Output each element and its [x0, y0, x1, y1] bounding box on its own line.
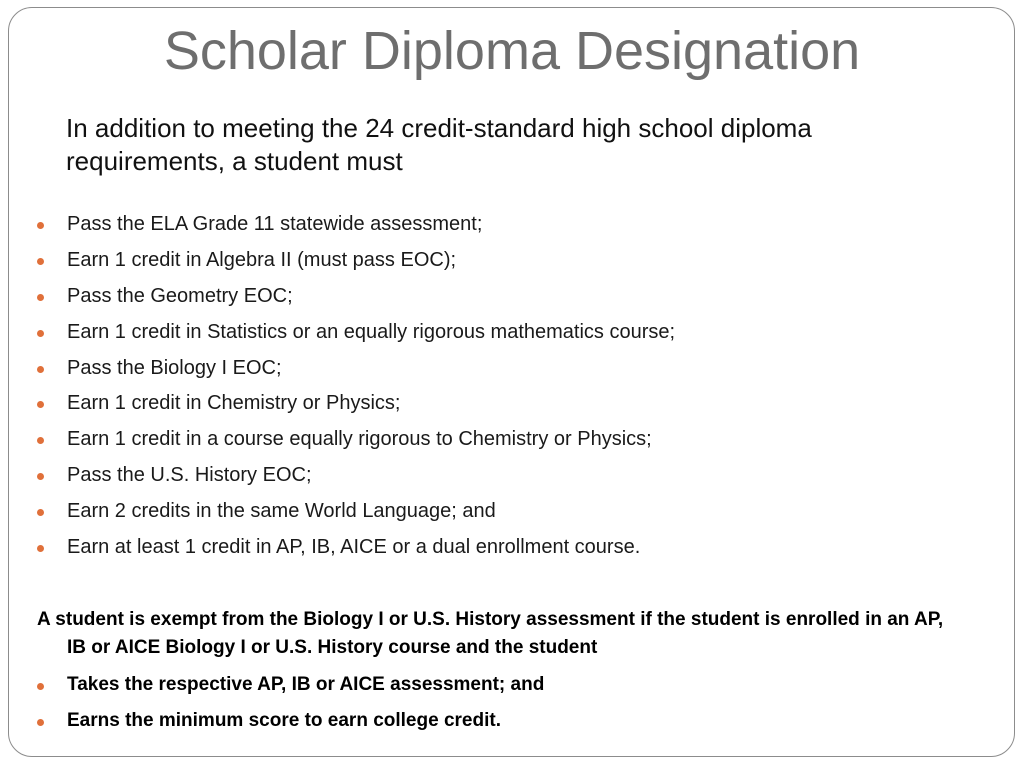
bullet-icon: [37, 545, 44, 552]
list-item: [0, 386, 1000, 422]
list-item: [0, 207, 1000, 243]
bullet-icon: [37, 473, 44, 480]
bullet-icon: [37, 401, 44, 408]
list-item-text: Earns the minimum score to earn college credit.: [67, 710, 501, 731]
list-item-text: Earn 1 credit in a course equally rigorous to Chemistry or Physics;: [67, 428, 652, 451]
bullet-icon: [37, 294, 44, 301]
requirements-list: [0, 207, 1000, 566]
slide-title: Scholar Diploma Designation: [163, 21, 861, 81]
list-item: [0, 279, 1000, 315]
list-item-text: Pass the ELA Grade 11 statewide assessment;: [67, 213, 483, 235]
list-item-text: Earn 1 credit in Statistics or an equally rigorous mathematics course;: [67, 320, 676, 343]
bullet-icon: [37, 330, 44, 337]
bullet-icon: [37, 258, 44, 265]
list-item-text: Earn 2 credits in the same World Language; and: [67, 500, 496, 523]
intro-text: In addition to meeting the 24 credit-standard high school diploma requirements, a student must: [66, 113, 812, 176]
list-item: [0, 530, 1000, 566]
bullet-icon: [37, 683, 44, 690]
list-item-text: Pass the Geometry EOC;: [67, 284, 293, 307]
list-item: [0, 704, 544, 740]
list-item: [0, 243, 1000, 279]
list-item-text: Earn 1 credit in Algebra II (must pass EOC);: [67, 248, 457, 271]
list-item-text: Takes the respective AP, IB or AICE assessment; and: [67, 674, 545, 695]
exemption-note: A student is exempt from the Biology I or U.S. History assessment if the student is enrolled in an AP, IB or AICE Biology I or U.S. History course and the student: [37, 609, 944, 658]
list-item: [0, 458, 1000, 494]
bullet-icon: [37, 437, 44, 444]
list-item-text: Earn at least 1 credit in AP, IB, AICE or a dual enrollment course.: [67, 536, 641, 559]
bullet-icon: [37, 222, 44, 229]
list-item: [0, 668, 544, 704]
list-item: [0, 315, 1000, 351]
list-item-text: Pass the Biology I EOC;: [67, 356, 282, 379]
list-item: [0, 494, 1000, 530]
bullet-icon: [37, 719, 44, 726]
exemption-conditions-list: [0, 668, 544, 740]
list-item: [0, 422, 1000, 458]
list-item-text: Earn 1 credit in Chemistry or Physics;: [67, 392, 401, 415]
list-item-text: Pass the U.S. History EOC;: [67, 464, 312, 487]
bullet-icon: [37, 509, 44, 516]
list-item: [0, 351, 1000, 387]
bullet-icon: [37, 366, 44, 373]
